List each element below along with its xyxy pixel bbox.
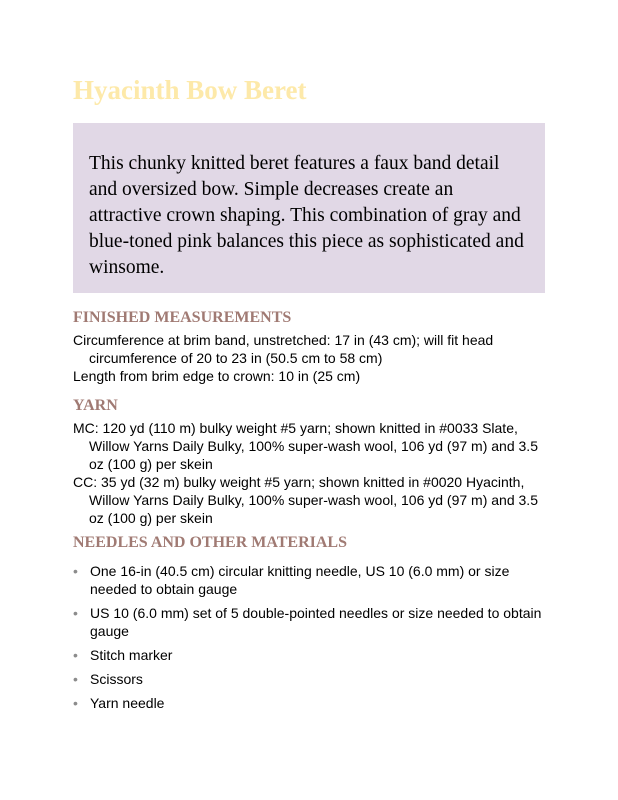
list-item-text: Yarn needle (90, 695, 165, 711)
measurement-line: Length from brim edge to crown: 10 in (25 cm) (73, 368, 361, 384)
needles-heading: NEEDLES AND OTHER MATERIALS (73, 534, 347, 551)
intro-box (73, 123, 545, 293)
list-item-text: Stitch marker (90, 647, 173, 663)
bullet-icon: • (73, 563, 78, 579)
list-item-text: One 16-in (40.5 cm) circular knitting needle, US 10 (6.0 mm) or size needed to obtain gauge (90, 563, 510, 597)
materials-list (73, 562, 545, 712)
needles-section (73, 534, 545, 718)
measurement-line: Circumference at brim band, unstretched: 17 in (43 cm); will fit head circumference of 20 to 23 in (50.5 cm to 58 cm) (73, 332, 494, 366)
bullet-icon: • (73, 647, 78, 663)
yarn-heading: YARN (73, 397, 118, 414)
finished-measurements-heading: FINISHED MEASUREMENTS (73, 309, 292, 326)
list-item-text: Scissors (90, 671, 143, 687)
yarn-line: MC: 120 yd (110 m) bulky weight #5 yarn; shown knitted in #0033 Slate, Willow Yarns Daily Bulky, 100% super-wash wool, 106 yd (97 m) and 3.5 oz (100 g) per skein (73, 420, 538, 472)
bullet-icon: • (73, 695, 78, 711)
list-item (73, 562, 545, 598)
intro-text: This chunky knitted beret features a faux band detail and oversized bow. Simple decreases create an attractive crown shaping. This combination of gray and blue-toned pink balances this piece as sophisticated and winsome. (89, 153, 524, 278)
bullet-icon: • (73, 605, 78, 621)
yarn-section (73, 397, 545, 527)
yarn-line: CC: 35 yd (32 m) bulky weight #5 yarn; shown knitted in #0020 Hyacinth, Willow Yarns Daily Bulky, 100% super-wash wool, 106 yd (97 m) and 3.5 oz (100 g) per skein (73, 474, 538, 526)
list-item (73, 694, 545, 712)
page-title: Hyacinth Bow Beret (73, 75, 307, 105)
bullet-icon: • (73, 671, 78, 687)
list-item (73, 646, 545, 664)
list-item (73, 670, 545, 688)
list-item (73, 604, 545, 640)
finished-measurements-section (73, 309, 545, 385)
list-item-text: US 10 (6.0 mm) set of 5 double-pointed needles or size needed to obtain gauge (90, 605, 542, 639)
